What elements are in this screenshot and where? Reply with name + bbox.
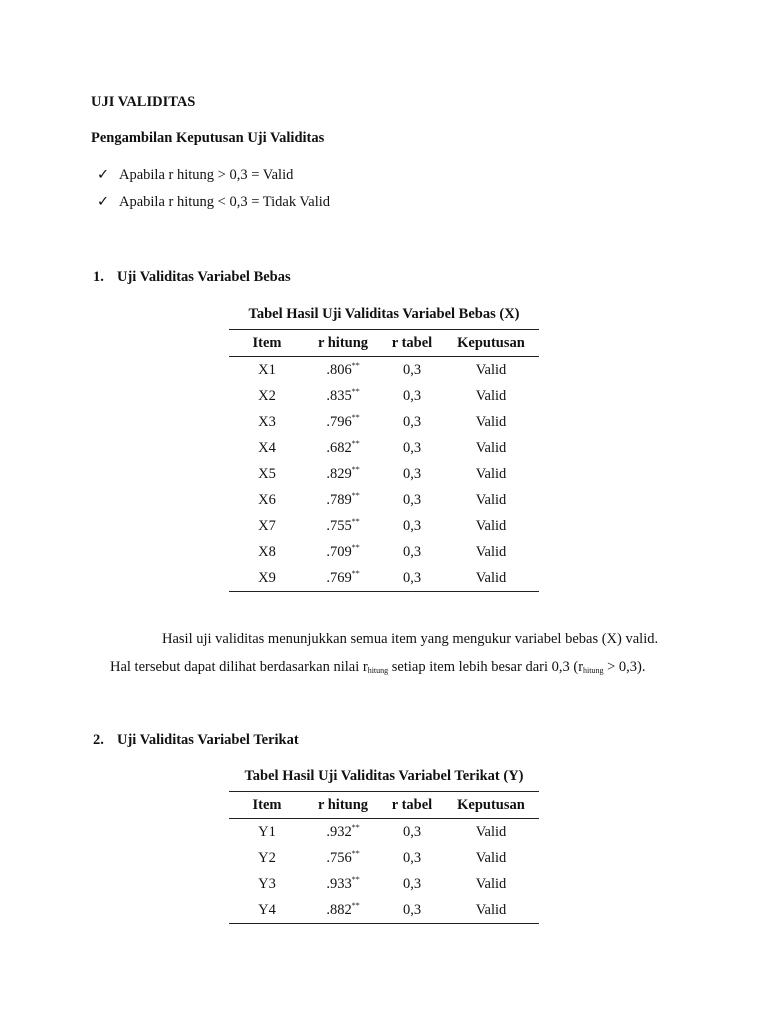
check-icon: ✓ xyxy=(97,194,110,210)
significance-mark: ** xyxy=(351,900,360,910)
subscript-hitung: hitung xyxy=(367,666,389,675)
cell-keputusan: Valid xyxy=(443,565,539,592)
cell-r-tabel: 0,3 xyxy=(402,361,422,378)
criteria-text: Apabila r hitung < 0,3 = Tidak Valid xyxy=(119,194,331,210)
paragraph-text: Hal tersebut dapat dilihat berdasarkan nilai r xyxy=(110,659,368,675)
cell-r-hitung xyxy=(305,357,381,384)
column-header-r-hitung: r hitung xyxy=(305,792,381,819)
table-header-row xyxy=(229,330,539,357)
criteria-text: Apabila r hitung > 0,3 = Valid xyxy=(119,167,294,183)
cell-r-tabel: 0,3 xyxy=(402,491,422,508)
cell-item: X1 xyxy=(258,361,276,378)
paragraph-line-2 xyxy=(110,653,690,681)
cell-r-tabel: 0,3 xyxy=(402,543,422,560)
cell-r-tabel: 0,3 xyxy=(402,387,422,404)
cell-r-tabel: 0,3 xyxy=(402,875,422,892)
r-value: .882 xyxy=(326,901,352,918)
table-x xyxy=(229,329,539,592)
cell-r-tabel: 0,3 xyxy=(381,565,443,592)
table-header-row xyxy=(229,792,539,819)
r-value: .709 xyxy=(326,543,352,560)
table-x-caption: Tabel Hasil Uji Validitas Variabel Bebas (X) xyxy=(248,306,520,322)
r-value: .769 xyxy=(326,569,352,586)
column-header-keputusan: Keputusan xyxy=(443,330,539,357)
table-row xyxy=(229,897,539,924)
cell-item: X4 xyxy=(258,439,276,456)
paragraph-text: > 0,3). xyxy=(603,659,646,675)
cell-r-hitung xyxy=(305,871,381,897)
cell-item: X3 xyxy=(258,413,276,430)
cell-r-tabel: 0,3 xyxy=(381,897,443,924)
cell-item: X8 xyxy=(258,543,276,560)
r-value: .682 xyxy=(326,439,352,456)
section-2-heading xyxy=(93,732,299,749)
column-header-r-tabel: r tabel xyxy=(381,330,443,357)
paragraph-line-1: Hasil uji validitas menunjukkan semua item yang mengukur variabel bebas (X) valid. xyxy=(162,631,659,647)
r-value: .932 xyxy=(326,823,352,840)
column-header-item: Item xyxy=(229,792,305,819)
significance-mark: ** xyxy=(351,490,360,500)
cell-r-hitung xyxy=(305,383,381,409)
cell-keputusan: Valid xyxy=(475,387,507,404)
cell-r-hitung xyxy=(305,897,381,924)
table-row xyxy=(229,461,539,487)
cell-item: X9 xyxy=(229,565,305,592)
r-value: .835 xyxy=(326,387,352,404)
cell-r-hitung xyxy=(305,513,381,539)
cell-keputusan: Valid xyxy=(475,823,507,840)
table-row xyxy=(229,487,539,513)
cell-item: X6 xyxy=(258,491,276,508)
cell-item: X7 xyxy=(258,517,276,534)
cell-r-tabel: 0,3 xyxy=(402,517,422,534)
table-row xyxy=(229,513,539,539)
significance-mark: ** xyxy=(351,464,360,474)
column-header-r-tabel: r tabel xyxy=(381,792,443,819)
table-row xyxy=(229,435,539,461)
table-row xyxy=(229,539,539,565)
cell-r-hitung xyxy=(305,409,381,435)
subscript-hitung: hitung xyxy=(583,666,604,675)
cell-keputusan: Valid xyxy=(475,413,507,430)
cell-keputusan: Valid xyxy=(475,543,507,560)
cell-r-tabel: 0,3 xyxy=(402,823,422,840)
cell-keputusan: Valid xyxy=(475,517,507,534)
cell-r-tabel: 0,3 xyxy=(402,849,422,866)
cell-r-hitung xyxy=(305,461,381,487)
section-title: Uji Validitas Variabel Bebas xyxy=(117,269,291,285)
table-row xyxy=(229,409,539,435)
cell-keputusan: Valid xyxy=(475,491,507,508)
cell-item: Y3 xyxy=(258,875,276,892)
section-number: 2. xyxy=(93,732,104,748)
cell-keputusan: Valid xyxy=(475,875,507,892)
significance-mark: ** xyxy=(351,386,360,396)
r-value: .789 xyxy=(326,491,352,508)
table-row xyxy=(229,565,539,592)
criteria-item xyxy=(97,167,293,184)
table-row xyxy=(229,819,539,846)
cell-r-tabel: 0,3 xyxy=(402,465,422,482)
column-header-item: Item xyxy=(229,330,305,357)
criteria-item xyxy=(97,194,330,211)
significance-mark: ** xyxy=(351,568,360,578)
r-value: .829 xyxy=(326,465,352,482)
significance-mark: ** xyxy=(351,438,360,448)
significance-mark: ** xyxy=(351,412,360,422)
table-y xyxy=(229,791,539,924)
cell-r-hitung xyxy=(305,819,381,846)
r-value: .806 xyxy=(326,361,352,378)
section-number: 1. xyxy=(93,269,104,285)
cell-r-tabel: 0,3 xyxy=(402,413,422,430)
cell-item: Y1 xyxy=(258,823,276,840)
column-header-keputusan: Keputusan xyxy=(443,792,539,819)
cell-item: Y2 xyxy=(258,849,276,866)
cell-keputusan: Valid xyxy=(443,897,539,924)
paragraph-text: setiap item lebih besar dari 0,3 (r xyxy=(388,659,584,675)
cell-r-hitung xyxy=(305,565,381,592)
table-row xyxy=(229,383,539,409)
column-header-r-hitung: r hitung xyxy=(305,330,381,357)
cell-r-tabel: 0,3 xyxy=(402,439,422,456)
cell-item: Y4 xyxy=(229,897,305,924)
significance-mark: ** xyxy=(351,822,360,832)
r-value: .756 xyxy=(326,849,352,866)
significance-mark: ** xyxy=(351,848,360,858)
criteria-heading: Pengambilan Keputusan Uji Validitas xyxy=(91,130,325,146)
table-row xyxy=(229,845,539,871)
cell-item: X2 xyxy=(258,387,276,404)
cell-keputusan: Valid xyxy=(475,849,507,866)
cell-r-hitung xyxy=(305,487,381,513)
cell-keputusan: Valid xyxy=(475,361,507,378)
r-value: .796 xyxy=(326,413,352,430)
cell-r-hitung xyxy=(305,845,381,871)
cell-keputusan: Valid xyxy=(475,439,507,456)
r-value: .933 xyxy=(326,875,352,892)
cell-keputusan: Valid xyxy=(475,465,507,482)
table-row xyxy=(229,871,539,897)
document-title: UJI VALIDITAS xyxy=(91,94,196,110)
cell-r-hitung xyxy=(305,435,381,461)
significance-mark: ** xyxy=(351,874,360,884)
r-value: .755 xyxy=(326,517,352,534)
cell-item: X5 xyxy=(258,465,276,482)
section-title: Uji Validitas Variabel Terikat xyxy=(117,732,299,748)
significance-mark: ** xyxy=(351,542,360,552)
significance-mark: ** xyxy=(351,360,360,370)
table-row xyxy=(229,357,539,384)
table-y-caption: Tabel Hasil Uji Validitas Variabel Terikat (Y) xyxy=(244,768,524,784)
result-paragraph xyxy=(110,625,690,681)
significance-mark: ** xyxy=(351,516,360,526)
cell-r-hitung xyxy=(305,539,381,565)
section-1-heading xyxy=(93,269,291,286)
check-icon: ✓ xyxy=(97,167,110,183)
